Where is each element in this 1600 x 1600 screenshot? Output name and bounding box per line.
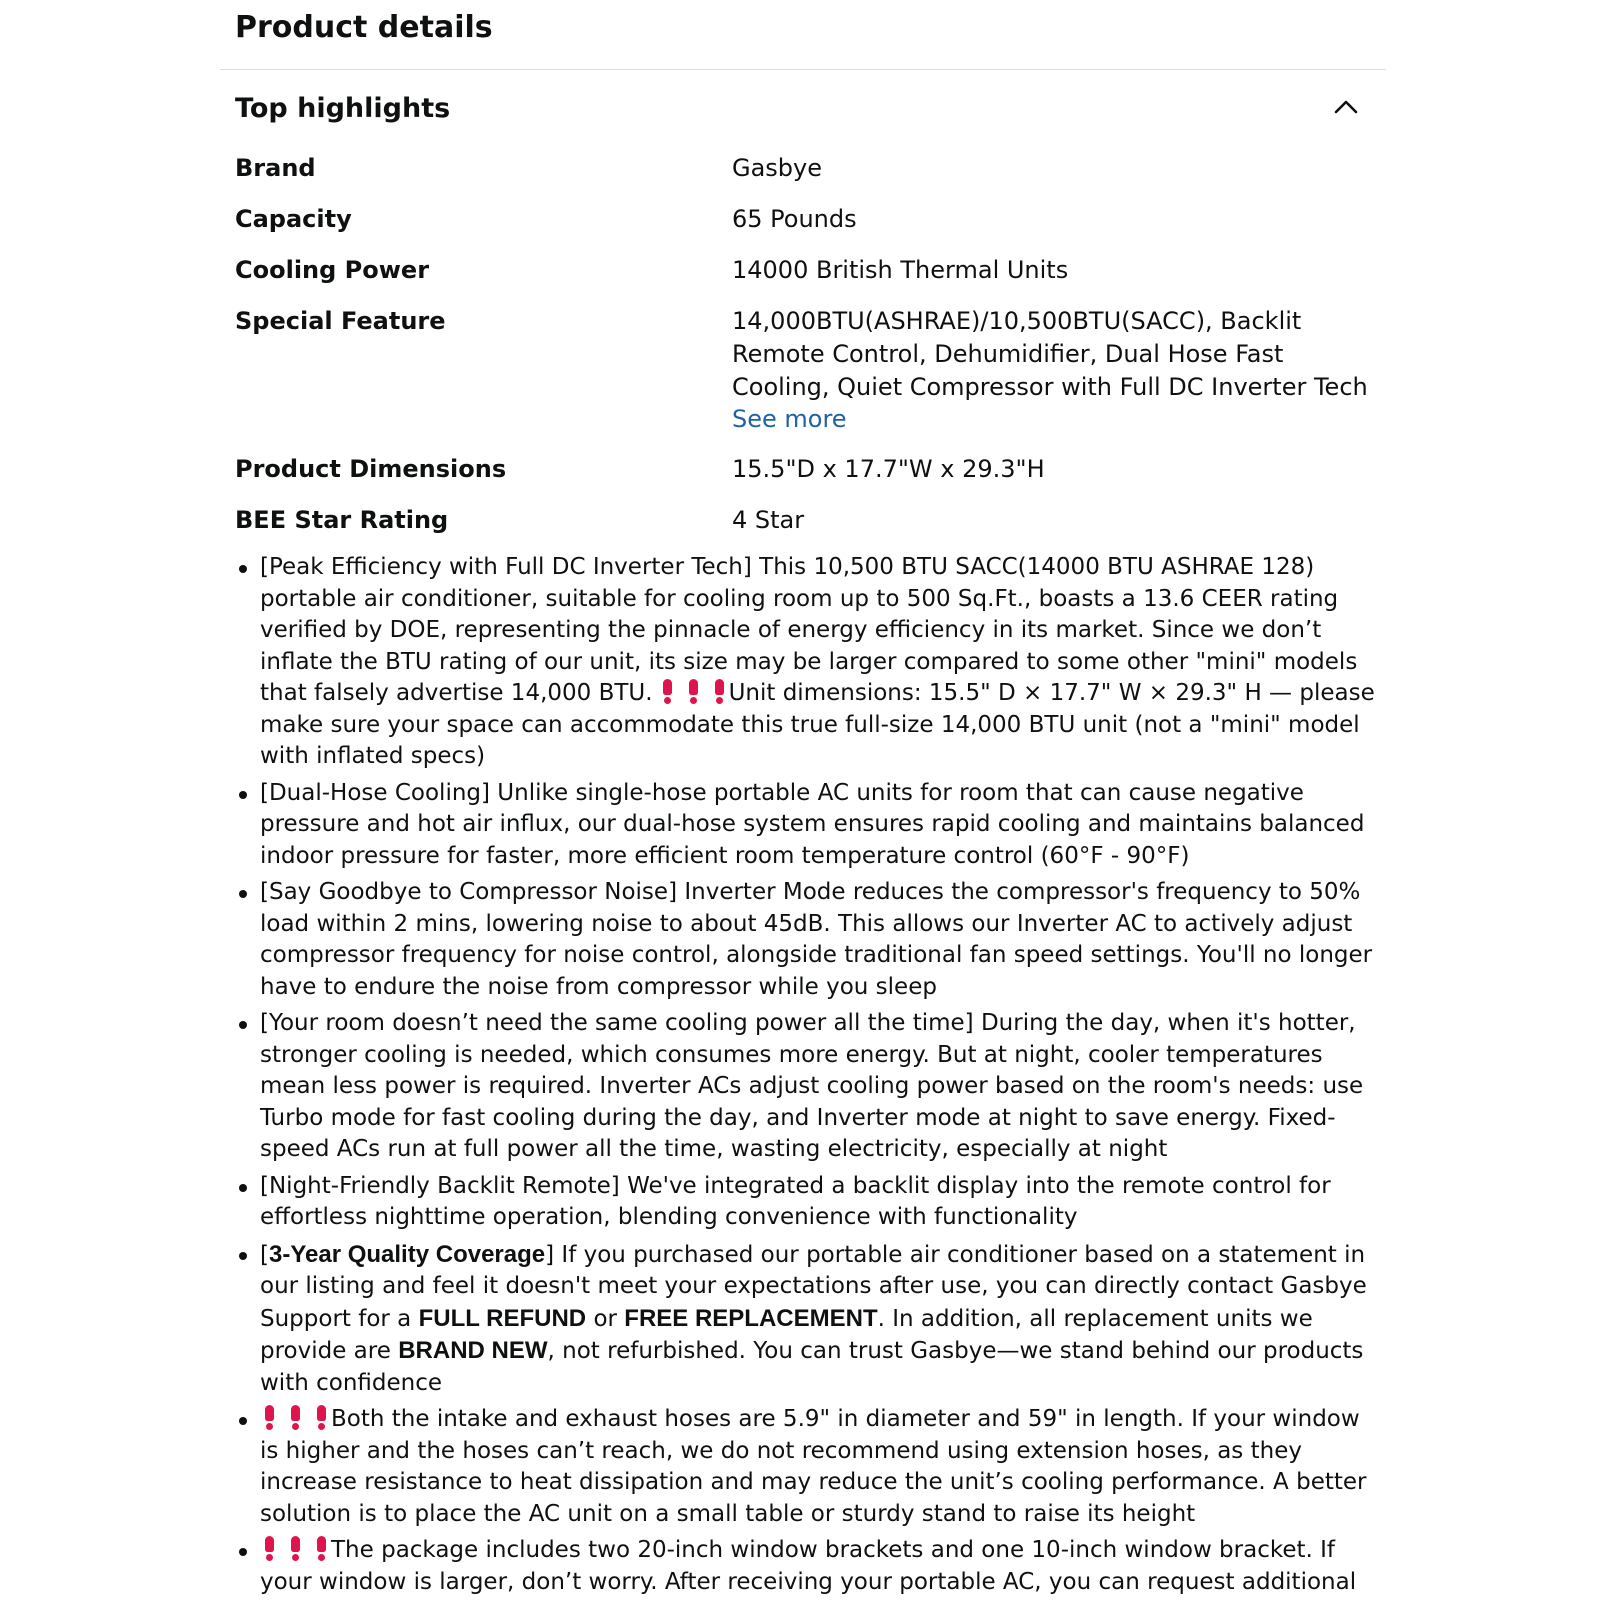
bullet-dot (239, 1252, 247, 1260)
list-item (235, 1171, 1375, 1234)
spec-label: Product Dimensions (235, 455, 507, 483)
list-item (235, 1008, 1375, 1166)
spec-label: Special Feature (235, 307, 446, 335)
emphasis-text: FULL REFUND (418, 1304, 587, 1332)
exclamation-icon (688, 679, 699, 703)
exclamation-icon (316, 1405, 327, 1429)
bullet-text: [Your room doesn’t need the same cooling power all the time] During the day, when it's hotter, stronger cooling is needed, which consumes more energy. But at night, cooler temperatures mean less power is required. Inverter ACs adjust cooling power based on the room's needs: use Turbo mode for fast cooling during the day, and Inverter mode at night to save energy. Fixed-speed ACs run at full power all the time, wasting electricity, especially at night (260, 1010, 1364, 1162)
see-more-link[interactable]: See more (732, 405, 847, 433)
spec-row-bee-star-rating (235, 506, 1375, 537)
spec-label: Cooling Power (235, 256, 430, 284)
spec-row-special-feature (235, 307, 1375, 435)
spec-label: BEE Star Rating (235, 506, 449, 534)
exclamation-icon (264, 1405, 275, 1429)
list-item (235, 552, 1375, 773)
bullet-text: [Peak Efficiency with Full DC Inverter Tech] This 10,500 BTU SACC(14000 BTU ASHRAE 128) portable air conditioner, suitable for cooling room up to 500 Sq.Ft., boasts a 13.6 CEER rating verified by DOE, representing the pinnacle of energy efficiency in its market. Since we don’t inflate the BTU rating of our unit, its size may be larger compared to some other "mini" models that falsely advertise 14,000 BTU. (260, 554, 1358, 706)
list-item (235, 1239, 1375, 1400)
emphasis-text: BRAND NEW (398, 1337, 548, 1364)
spec-row-capacity (235, 205, 1375, 236)
spec-value: 14,000BTU(ASHRAE)/10,500BTU(SACC), Backlit Remote Control, Dehumidifier, Dual Hose Fast Cooling, Quiet Compressor with Full DC Inverter Tech (732, 307, 1368, 401)
bullet-text: The package includes two 20-inch window brackets and one 10-inch window bracket. If your window is larger, don’t worry. After receiving your portable AC, you can request additional (260, 1537, 1357, 1595)
chevron-up-icon[interactable] (1333, 96, 1359, 116)
divider (220, 69, 1386, 70)
exclamation-icon (264, 1536, 275, 1560)
bullet-dot (239, 791, 247, 799)
spec-value: 65 Pounds (732, 205, 857, 233)
spec-value: 14000 British Thermal Units (732, 256, 1069, 284)
spec-row-brand (235, 154, 1375, 185)
list-item (235, 778, 1375, 873)
bullet-text: [Say Goodbye to Compressor Noise] Inverter Mode reduces the compressor's frequency to 50% load within 2 mins, lowering noise to about 45dB. This allows our Inverter AC to actively adjust compressor frequency for noise control, alongside traditional fan speed settings. You'll no longer have to endure the noise from compressor while you sleep (260, 879, 1373, 1000)
bullet-dot (239, 1021, 247, 1029)
list-item (235, 1404, 1375, 1530)
bullet-text: Unit dimensions: 15.5" D × 17.7" W × 29.3" H — please make sure your space can accommodate this true full-size 14,000 BTU unit (not a "mini" model with inflated specs) (260, 680, 1375, 769)
bullet-text: . In addition, all replacement units we provide are (260, 1305, 1313, 1364)
bullet-text: [Dual-Hose Cooling] Unlike single-hose portable AC units for room that can cause negative pressure and hot air influx, our dual-hose system ensures rapid cooling and maintains balanced indoor pressure for faster, more efficient room temperature control (60°F - 90°F) (260, 779, 1365, 869)
bullet-text: [Night-Friendly Backlit Remote] We've integrated a backlit display into the remote control for effortless nighttime operation, blending convenience with functionality (260, 1172, 1331, 1230)
list-item (235, 877, 1375, 1003)
spec-label: Brand (235, 154, 316, 182)
bullet-dot (239, 1417, 247, 1425)
bullet-dot (239, 1184, 247, 1192)
emphasis-text: FREE REPLACEMENT (624, 1304, 878, 1332)
exclamation-icon (316, 1536, 327, 1560)
emphasis-text: 3-Year Quality Coverage (268, 1240, 546, 1268)
exclamation-icon (662, 679, 673, 703)
bullet-text: or (593, 1305, 617, 1332)
spec-row-product-dimensions (235, 455, 1375, 486)
spec-value-wrap (732, 305, 1375, 435)
exclamation-icon (714, 679, 725, 703)
bullet-dot (239, 890, 247, 898)
spec-label: Capacity (235, 205, 352, 233)
feature-bullets (235, 552, 1375, 1600)
bullet-text: Both the intake and exhaust hoses are 5.9" in diameter and 59" in length. If your window is higher and the hoses can’t reach, we do not recommend using extension hoses, as they increase resistance to heat dissipation and may reduce the unit’s cooling performance. A better solution is to place the AC unit on a small table or sturdy stand to raise its height (260, 1406, 1367, 1527)
spec-value: Gasbye (732, 154, 823, 182)
bullet-text: [ (260, 1241, 269, 1268)
spec-table (235, 154, 1375, 557)
section-title: Product details (235, 10, 493, 45)
highlights-title[interactable]: Top highlights (235, 93, 451, 124)
bullet-dot (239, 1548, 247, 1556)
bullet-text: , not refurbished. You can trust Gasbye—we stand behind our products with confidence (260, 1338, 1364, 1396)
exclamation-icon (290, 1536, 301, 1560)
spec-value: 15.5"D x 17.7"W x 29.3"H (732, 455, 1045, 483)
bullet-dot (239, 565, 247, 573)
spec-row-cooling-power (235, 256, 1375, 287)
list-item (235, 1535, 1375, 1598)
bullet-text: ] If you purchased our portable air conditioner based on a statement in our listing and feel it doesn't meet your expectations after use, you can directly contact Gasbye Support for a (260, 1241, 1367, 1332)
spec-value: 4 Star (732, 506, 805, 534)
exclamation-icon (290, 1405, 301, 1429)
